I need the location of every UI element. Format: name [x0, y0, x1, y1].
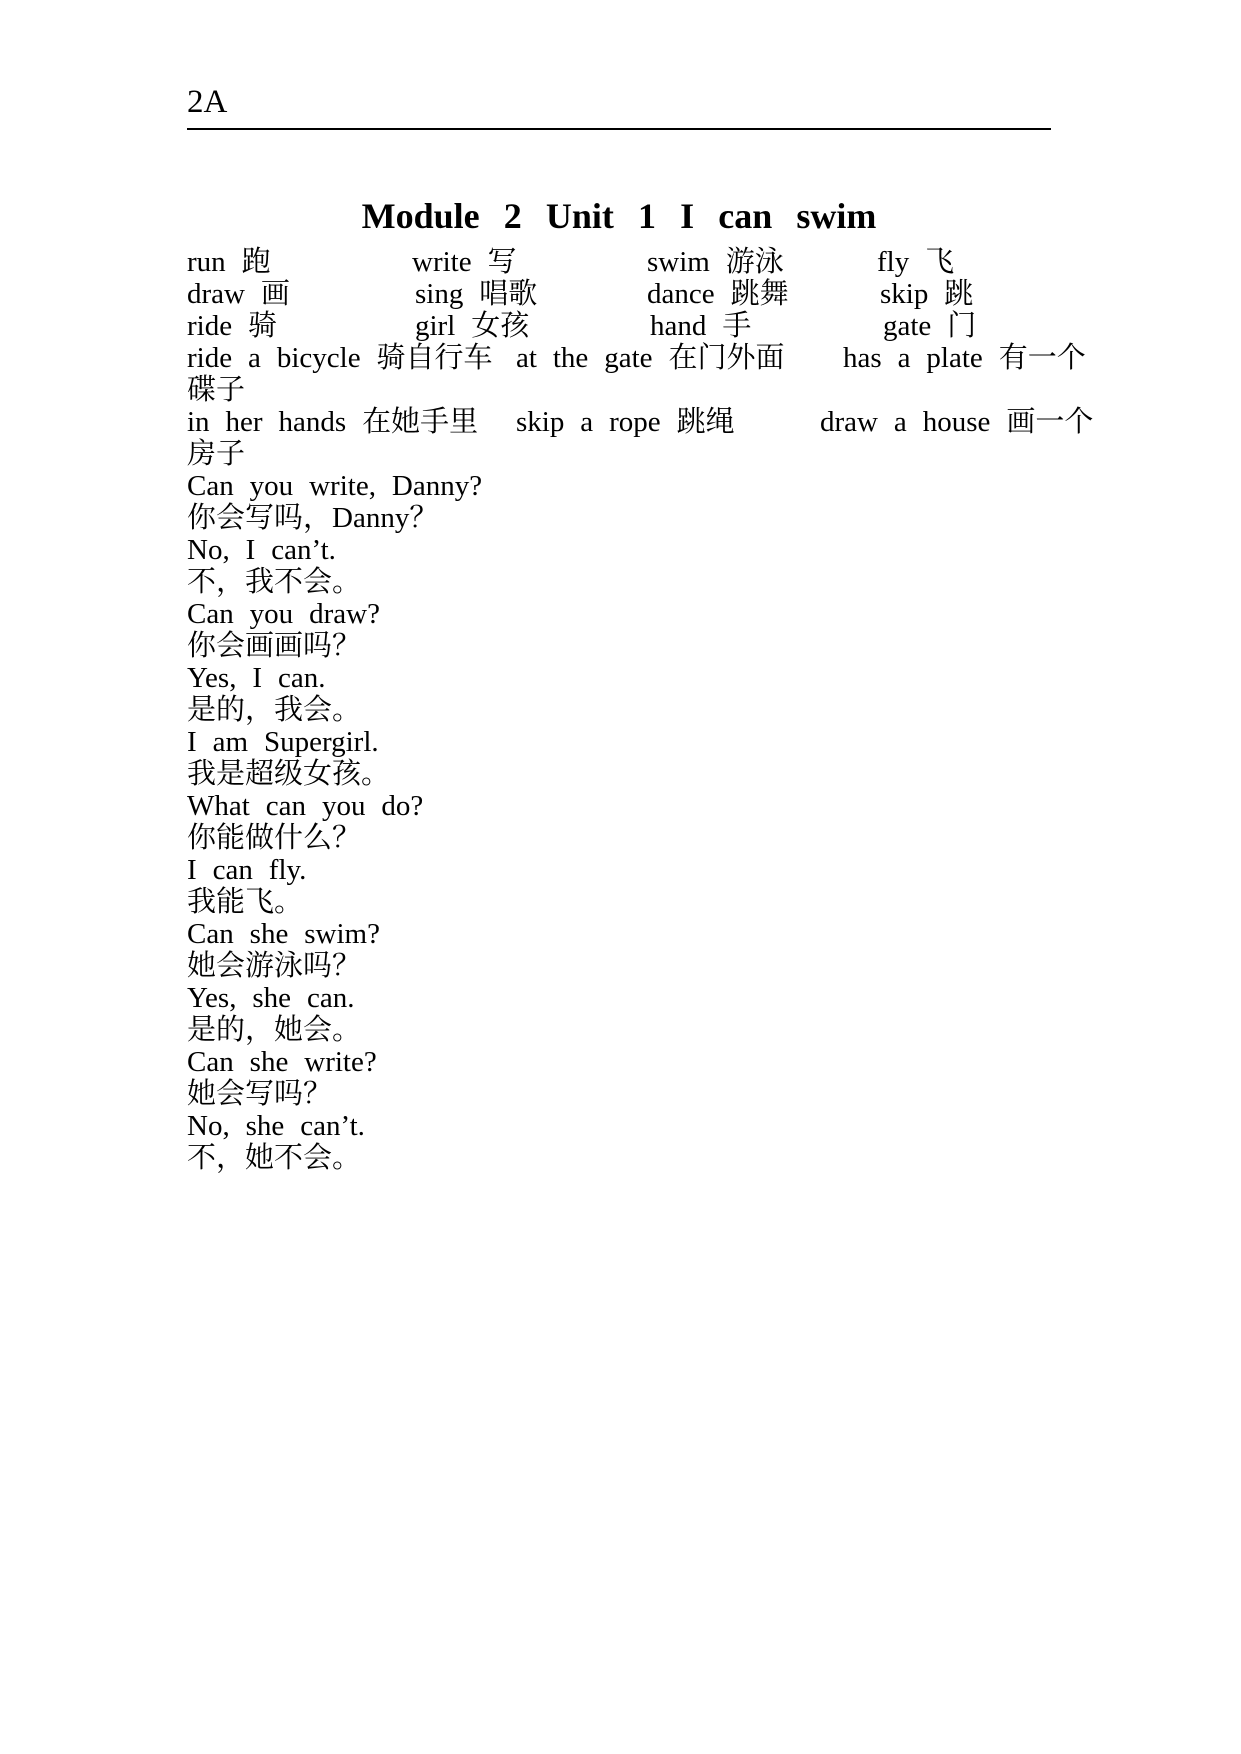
vocab-item: at the gate 在门外面 — [516, 342, 785, 374]
dialogue-line: Can she write? — [187, 1046, 377, 1078]
vocab-item: 碟子 — [187, 374, 246, 406]
dialogue-line: 我是超级女孩。 — [187, 758, 391, 790]
dialogue-line: 她会写吗？ — [187, 1078, 333, 1110]
vocab-row — [187, 342, 1187, 374]
vocab-item: ride 骑 — [187, 310, 278, 342]
dialogue-line: I am Supergirl. — [187, 726, 379, 758]
dialogue-line: 你能做什么？ — [187, 822, 362, 854]
dialogue-line: Can she swim? — [187, 918, 380, 950]
vocab-row — [187, 310, 1187, 342]
dialogue-line: Yes, she can. — [187, 982, 355, 1014]
dialogue-line: What can you do? — [187, 790, 424, 822]
vocab-item: sing 唱歌 — [415, 278, 538, 310]
page-title: Module 2 Unit 1 I can swim — [361, 196, 877, 236]
dialogue-line: 你会写吗，Danny？ — [187, 502, 439, 534]
page-content — [187, 246, 1187, 1174]
vocab-item: skip 跳 — [880, 278, 974, 310]
vocab-row — [187, 438, 1187, 470]
dialogue-line: 她会游泳吗？ — [187, 950, 362, 982]
vocab-item: skip a rope 跳绳 — [516, 406, 735, 438]
vocab-item: dance 跳舞 — [647, 278, 789, 310]
vocab-item: gate 门 — [883, 310, 977, 342]
vocab-item: draw 画 — [187, 278, 290, 310]
dialogue-line: Yes, I can. — [187, 662, 326, 694]
vocab-row — [187, 406, 1187, 438]
dialogue-line: 不，我不会。 — [187, 566, 362, 598]
vocab-row — [187, 246, 1187, 278]
vocab-item: ride a bicycle 骑自行车 — [187, 342, 493, 374]
vocab-item: has a plate 有一个 — [843, 342, 1086, 374]
dialogue-line: Can you write, Danny? — [187, 470, 483, 502]
dialogue-line: No, I can’t. — [187, 534, 336, 566]
dialogue-line: No, she can’t. — [187, 1110, 365, 1142]
vocab-item: 房子 — [187, 438, 246, 470]
dialogue-line: 不，她不会。 — [187, 1142, 362, 1174]
vocab-item: hand 手 — [650, 310, 752, 342]
dialogue-line: 是的，她会。 — [187, 1014, 362, 1046]
header-rule — [187, 128, 1051, 130]
vocab-item: girl 女孩 — [415, 310, 530, 342]
dialogue-line: 是的，我会。 — [187, 694, 362, 726]
vocab-row — [187, 374, 1187, 406]
dialogue-line: 我能飞。 — [187, 886, 304, 918]
vocab-row — [187, 278, 1187, 310]
vocab-item: fly 飞 — [877, 246, 955, 278]
page-header-label: 2A — [187, 84, 228, 120]
vocab-item: in her hands 在她手里 — [187, 406, 479, 438]
dialogue-line: I can fly. — [187, 854, 307, 886]
vocab-item: write 写 — [412, 246, 517, 278]
vocab-item: swim 游泳 — [647, 246, 784, 278]
vocab-item: draw a house 画一个 — [820, 406, 1094, 438]
dialogue-line: 你会画画吗？ — [187, 630, 362, 662]
vocab-item: run 跑 — [187, 246, 271, 278]
dialogue-line: Can you draw? — [187, 598, 380, 630]
